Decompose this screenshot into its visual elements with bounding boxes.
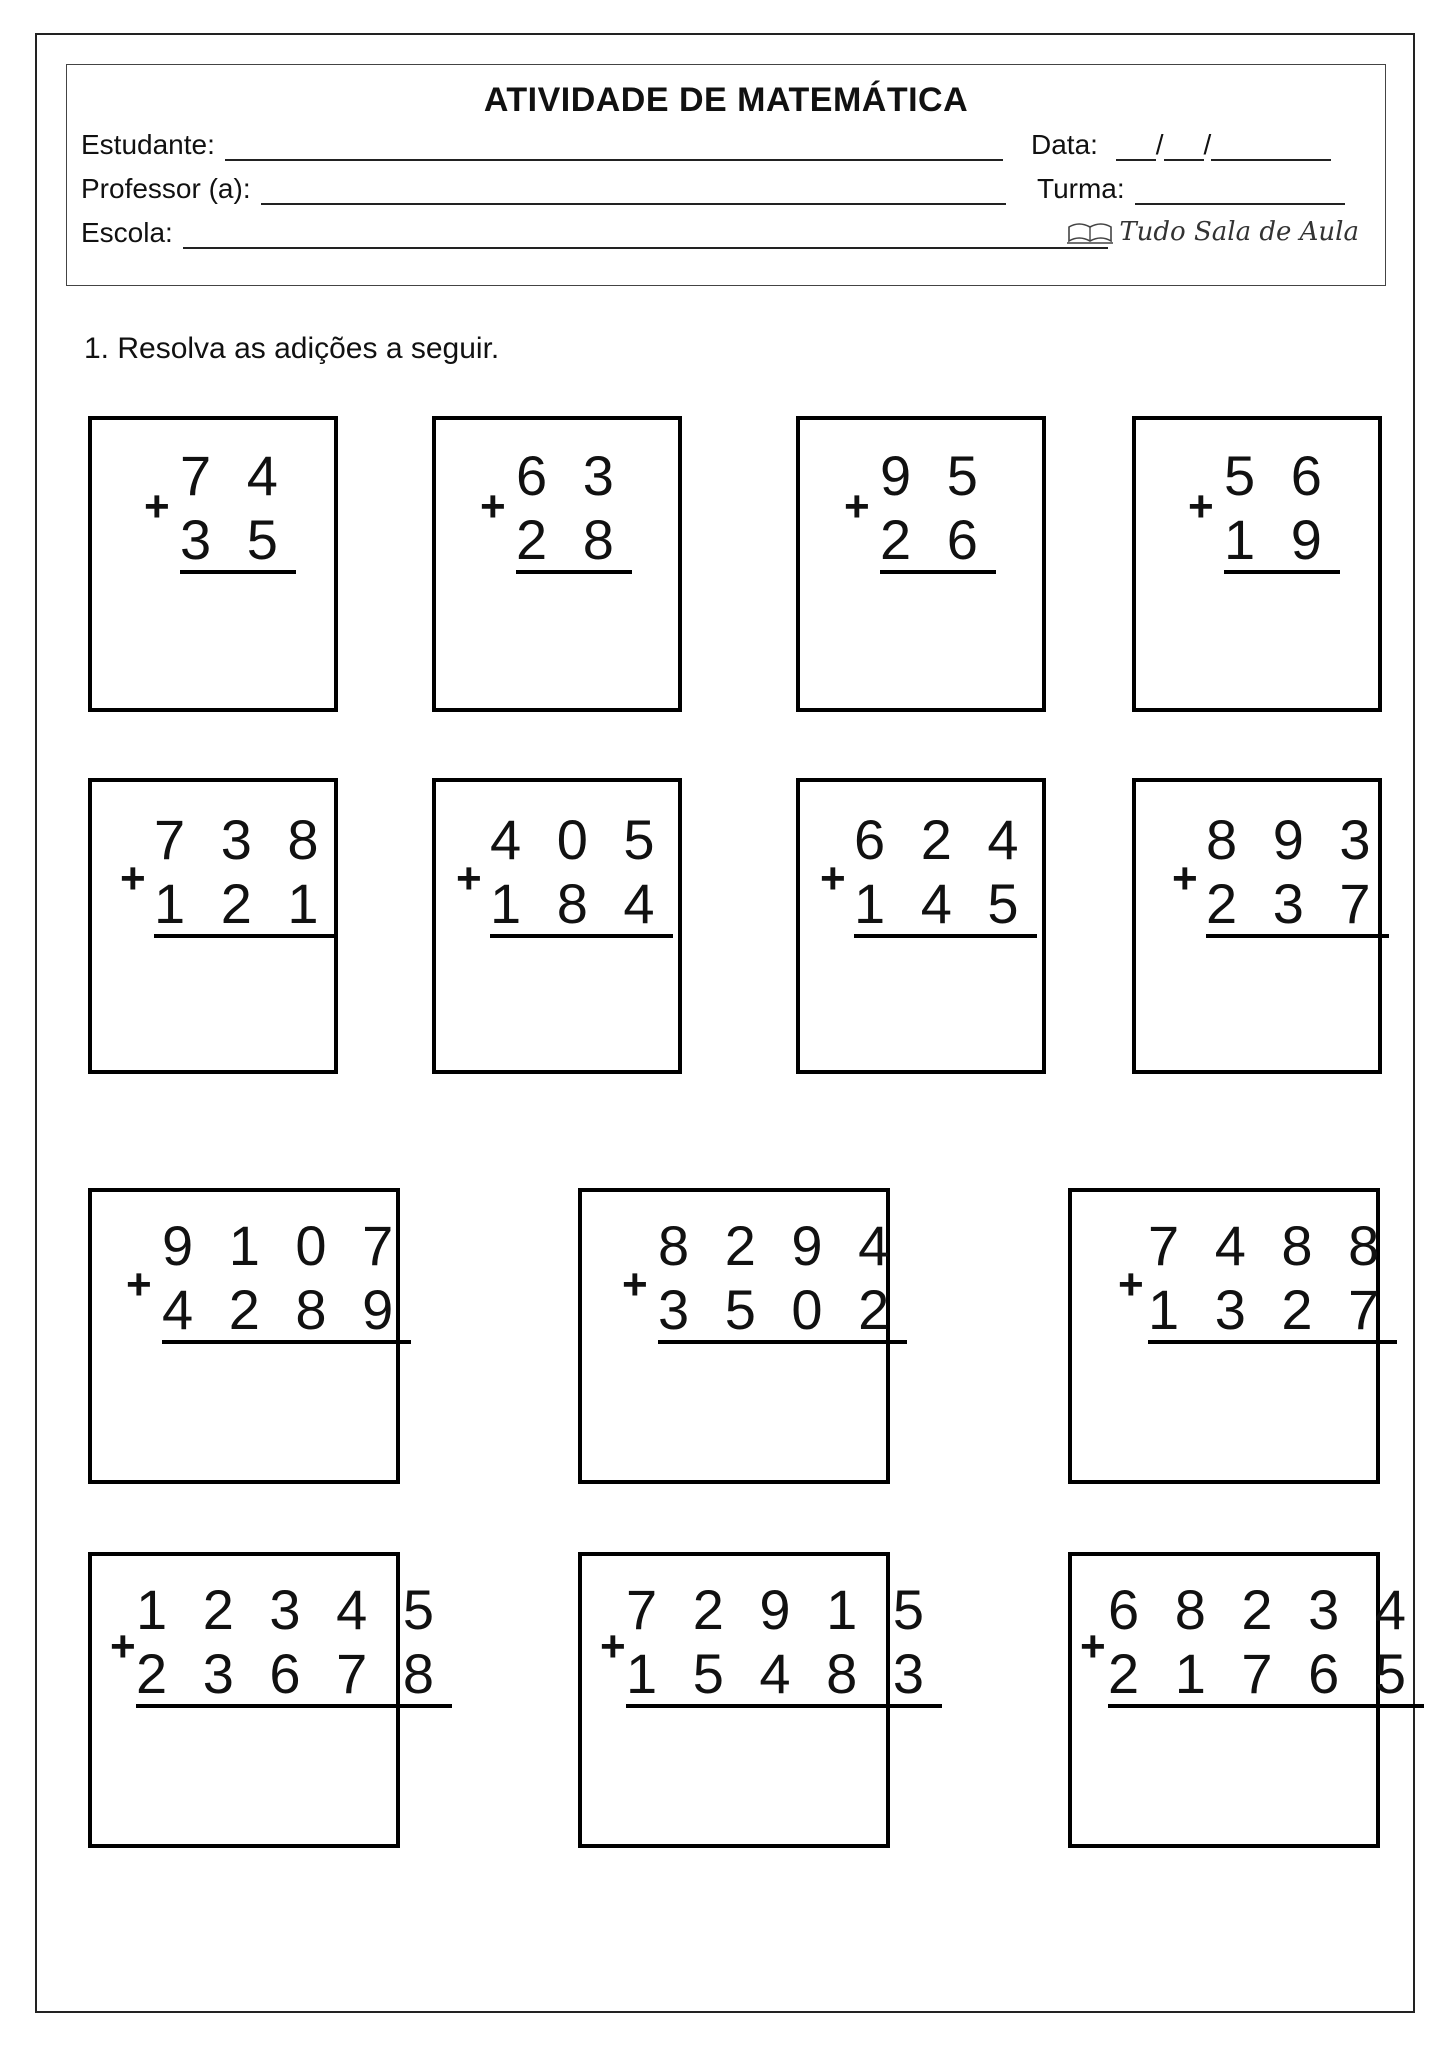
plus-sign: + [622, 1260, 648, 1309]
problem-box [88, 1188, 404, 1484]
plus-sign: + [1172, 854, 1198, 903]
second-addend: 3 5 0 2 [658, 1282, 907, 1344]
first-addend: 8 9 3 [1206, 808, 1381, 871]
teacher-name-blank[interactable] [261, 177, 1006, 205]
first-addend: 9 5 [880, 444, 988, 507]
first-addend: 6 3 [516, 444, 624, 507]
plus-sign: + [600, 1622, 626, 1671]
addition-problem [1206, 808, 1389, 938]
second-addend: 2 1 7 6 5 [1108, 1646, 1424, 1708]
addition-problem [136, 1578, 452, 1708]
problem-box [578, 1188, 900, 1484]
plus-sign: + [480, 482, 506, 531]
addition-problem [658, 1214, 907, 1344]
problem-box [88, 1552, 444, 1848]
problem-box [432, 778, 682, 1074]
second-addend: 2 8 [516, 512, 632, 574]
second-addend: 4 2 8 9 [162, 1282, 411, 1344]
addition-problem [154, 808, 337, 938]
first-addend: 1 2 3 4 5 [136, 1578, 444, 1641]
addition-problem [162, 1214, 411, 1344]
problem-box [1132, 416, 1382, 712]
plus-sign: + [456, 854, 482, 903]
instruction-text: 1. Resolva as adições a seguir. [84, 332, 500, 365]
plus-sign: + [110, 1622, 136, 1671]
plus-sign: + [1188, 482, 1214, 531]
first-addend: 7 3 8 [154, 808, 329, 871]
plus-sign: + [820, 854, 846, 903]
problem-box [88, 778, 338, 1074]
first-addend: 6 8 2 3 4 [1108, 1578, 1416, 1641]
school-name-blank[interactable] [183, 221, 1108, 249]
problem-box [796, 416, 1046, 712]
first-addend: 7 4 [180, 444, 288, 507]
date-separator: / [1155, 129, 1164, 160]
plus-sign: + [844, 482, 870, 531]
class-label: Turma: [1037, 173, 1125, 204]
addition-problem [626, 1578, 942, 1708]
first-addend: 8 2 9 4 [658, 1214, 900, 1277]
first-addend: 5 6 [1224, 444, 1332, 507]
problem-box [796, 778, 1046, 1074]
second-addend: 2 3 6 7 8 [136, 1646, 452, 1708]
class-blank[interactable] [1135, 177, 1345, 205]
date-field [1031, 129, 1331, 161]
second-addend: 1 3 2 7 [1148, 1282, 1397, 1344]
first-addend: 9 1 0 7 [162, 1214, 404, 1277]
problem-box [578, 1552, 934, 1848]
plus-sign: + [120, 854, 146, 903]
student-field [81, 129, 1003, 161]
brand-logo [1067, 217, 1359, 247]
second-addend: 1 4 5 [854, 876, 1037, 938]
first-addend: 4 0 5 [490, 808, 665, 871]
first-addend: 7 2 9 1 5 [626, 1578, 934, 1641]
first-addend: 6 2 4 [854, 808, 1029, 871]
second-addend: 1 2 1 [154, 876, 337, 938]
second-addend: 1 9 [1224, 512, 1340, 574]
date-year-blank[interactable] [1211, 133, 1331, 161]
addition-problem [1148, 1214, 1397, 1344]
plus-sign: + [1080, 1622, 1106, 1671]
addition-problem [490, 808, 673, 938]
addition-problem [880, 444, 996, 574]
addition-problem [1224, 444, 1340, 574]
date-month-blank[interactable] [1164, 133, 1204, 161]
problem-box [1132, 778, 1382, 1074]
addition-problem [854, 808, 1037, 938]
book-icon [1067, 219, 1113, 245]
teacher-field [81, 173, 1006, 205]
problem-box [1068, 1188, 1390, 1484]
student-label: Estudante: [81, 129, 215, 160]
plus-sign: + [126, 1260, 152, 1309]
worksheet-title: ATIVIDADE DE MATEMÁTICA [483, 81, 969, 119]
class-field [1037, 173, 1345, 205]
problem-box [432, 416, 682, 712]
addition-problem [1108, 1578, 1424, 1708]
second-addend: 2 6 [880, 512, 996, 574]
worksheet-header [66, 64, 1386, 286]
second-addend: 2 3 7 [1206, 876, 1389, 938]
student-name-blank[interactable] [225, 133, 1003, 161]
plus-sign: + [144, 482, 170, 531]
first-addend: 7 4 8 8 [1148, 1214, 1390, 1277]
date-day-blank[interactable] [1116, 133, 1156, 161]
school-label: Escola: [81, 217, 173, 248]
addition-problem [180, 444, 296, 574]
teacher-label: Professor (a): [81, 173, 251, 204]
plus-sign: + [1118, 1260, 1144, 1309]
school-field [81, 217, 1108, 249]
date-separator: / [1203, 129, 1212, 160]
date-label: Data: [1031, 129, 1098, 160]
second-addend: 3 5 [180, 512, 296, 574]
addition-problem [516, 444, 632, 574]
problem-box [88, 416, 338, 712]
logo-text: Tudo Sala de Aula [1119, 217, 1359, 247]
second-addend: 1 5 4 8 3 [626, 1646, 942, 1708]
problem-box [1068, 1552, 1416, 1848]
second-addend: 1 8 4 [490, 876, 673, 938]
